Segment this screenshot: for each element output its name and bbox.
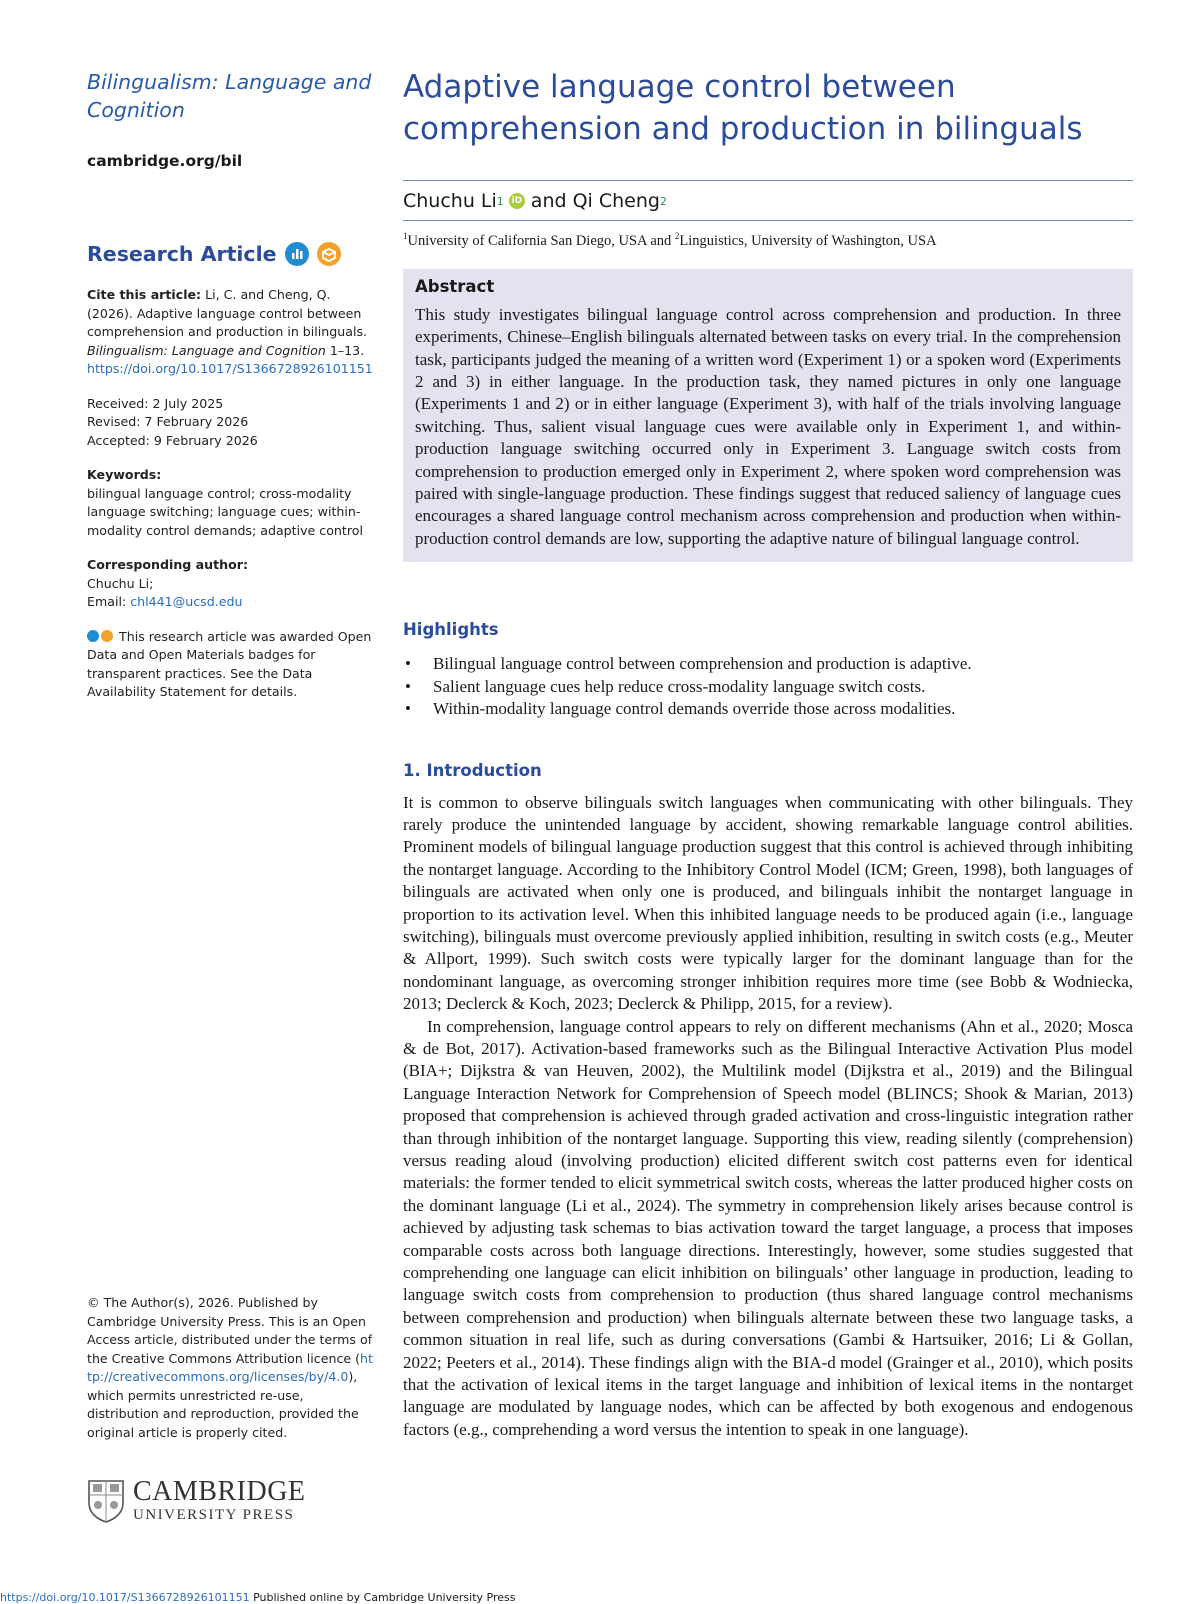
affiliation-2: Linguistics, University of Washington, USA xyxy=(679,232,937,249)
affil-2-sup: 2 xyxy=(674,231,680,241)
author-2-affil: 2 xyxy=(659,194,667,208)
introduction-body xyxy=(403,792,1133,1442)
open-data-small-icon xyxy=(87,630,99,642)
corresponding-author xyxy=(87,556,377,612)
cite-journal: Bilingualism: Language and Cognition xyxy=(87,342,326,358)
article-title: Adaptive language control between comprehension and production in bilinguals xyxy=(403,69,1083,147)
author-list xyxy=(403,181,1133,220)
highlight-item: • Salient language cues help reduce cross-modality language switch costs. xyxy=(403,676,1133,698)
email-label: Email: xyxy=(87,594,127,609)
author-1[interactable]: Chuchu Li xyxy=(403,190,497,212)
badges-statement xyxy=(87,628,377,702)
authors-rule xyxy=(403,220,1133,221)
footer-text: Published online by Cambridge University Press xyxy=(249,1591,516,1604)
keywords xyxy=(87,466,377,540)
copyright-text-2: ), which permits unrestricted re-use, distribution and reproduction, provided the original article is properly cited. xyxy=(87,1369,359,1440)
logo-line-1: CAMBRIDGE xyxy=(133,1476,306,1507)
open-materials-small-icon xyxy=(101,630,113,642)
email-link[interactable]: chl441@ucsd.edu xyxy=(130,594,243,609)
main-content xyxy=(403,66,1133,1441)
journal-url[interactable]: cambridge.org/bil xyxy=(87,152,243,170)
keywords-text: bilingual language control; cross-modality language switching; language cues; within-modality control demands; adaptive control xyxy=(87,485,363,538)
cite-doi-link[interactable]: https://doi.org/10.1017/S1366728926101151 xyxy=(87,361,373,376)
corresponding-name: Chuchu Li; xyxy=(87,575,154,591)
open-materials-badge-icon[interactable] xyxy=(317,242,341,266)
open-data-badge-icon[interactable] xyxy=(285,242,309,266)
affiliation-1: University of California San Diego, USA and xyxy=(407,232,675,249)
article-type-label: Research Article xyxy=(87,242,277,266)
copyright-notice xyxy=(87,1294,377,1442)
orcid-icon[interactable]: iD xyxy=(509,193,525,209)
journal-name: Bilingualism: Language and Cognition xyxy=(87,70,372,122)
highlights-list xyxy=(403,653,1133,720)
intro-paragraph-1: It is common to observe bilinguals switch languages when communicating with other bilinguals. They rarely produce the unintended language by accident, showing remarkable language control abilities. Prominent models of bilingual language production suggest that this control is achieved through inhibiting the nontarget language. According to the Inhibitory Control Model (ICM; Green, 1998), both languages of bilinguals are activated when only one is produced, and bilinguals inhibit the nontarget language in proportion to its activation level. When this inhibited language needs to be produced again (i.e., language switching), bilinguals must overcome previously applied inhibition, resulting in switch costs (e.g., Meuter & Allport, 1999). Such switch costs were typically larger for the dominant language than for the nondominant language, as overcoming stronger inhibition requires more time (see Bobb & Wodniecka, 2013; Declerck & Koch, 2023; Declerck & Philipp, 2015, for a review). xyxy=(403,792,1133,1014)
cite-this-article xyxy=(87,286,377,379)
highlights-heading: Highlights xyxy=(403,620,499,640)
footer-doi-link[interactable]: https://doi.org/10.1017/S1366728926101151 xyxy=(0,1591,250,1604)
cite-pages: 1–13. xyxy=(329,342,365,358)
cambridge-shield-icon xyxy=(87,1479,125,1523)
highlight-item: • Bilingual language control between comprehension and production is adaptive. xyxy=(403,653,1133,675)
affiliations xyxy=(403,231,1133,250)
cambridge-logo[interactable] xyxy=(87,1478,306,1524)
author-1-affil: 1 xyxy=(496,194,504,208)
date-received: Received: 2 July 2025 xyxy=(87,395,224,411)
affil-1-sup: 1 xyxy=(403,231,408,241)
article-dates xyxy=(87,395,377,451)
logo-line-2: UNIVERSITY PRESS xyxy=(133,1507,295,1523)
article-type-heading xyxy=(87,242,377,266)
keywords-label: Keywords: xyxy=(87,467,162,482)
copyright-text-1: © The Author(s), 2026. Published by Cambridge University Press. This is an Open Access article, distributed under the terms of the Creative Commons Attribution licence ( xyxy=(87,1295,373,1366)
awards-text: This research article was awarded Open Data and Open Materials badges for transparent practices. See the Data Availability Statement for details. xyxy=(87,628,372,699)
date-accepted: Accepted: 9 February 2026 xyxy=(87,432,258,448)
date-revised: Revised: 7 February 2026 xyxy=(87,414,249,429)
abstract-box xyxy=(403,269,1133,562)
introduction-heading: 1. Introduction xyxy=(403,760,542,780)
author-2[interactable]: and Qi Cheng xyxy=(530,190,660,212)
cite-text: Li, C. and Cheng, Q. (2026). Adaptive language control between comprehension and production in bilinguals. xyxy=(87,287,368,339)
abstract-text: This study investigates bilingual language control across comprehension and production. In three experiments, Chinese–English bilinguals alternated between tasks on every trial. In the comprehension task, participants judged the meaning of a written word (Experiment 1) or a spoken word (Experiments 2 and 3) in either language. In the production task, they named pictures in only one language (Experiments 1 and 2) or in either language (Experiment 3), with half of the trials involving language switching. Thus, salient visual language cues were available only in Experiment 1, and within-production language switching occurred only in Experiment 3. Language switch costs from comprehension to production emerged only in Experiment 2, where spoken word comprehension was paired with single-language production. These findings suggest that reduced saliency of language cues encourages a shared language control mechanism across comprehension and production when within-production control demands are low, supporting the adaptive nature of bilingual language control. xyxy=(415,304,1121,548)
cite-label: Cite this article: xyxy=(87,287,202,302)
corresponding-label: Corresponding author: xyxy=(87,557,249,572)
abstract-heading: Abstract xyxy=(415,276,495,296)
page-footer xyxy=(0,1591,515,1604)
sidebar xyxy=(87,68,377,702)
license-link[interactable]: http://creativecommons.org/licenses/by/4.0 xyxy=(87,1350,373,1384)
intro-paragraph-2: In comprehension, language control appears to rely on different mechanisms (Ahn et al., 2020; Mosca & de Bot, 2017). Activation-based frameworks such as the Bilingual Interactive Activation Plus model (BIA+; Dijkstra & van Heuven, 2002), the Multilink model (Dijkstra et al., 2019) and the Bilingual Language Interaction Network for Comprehension of Speech model (BLINCS; Shook & Marian, 2013) proposed that comprehension is achieved through graded activation and cross-linguistic integration rather than through inhibition of the nontarget language. Supporting this view, reading silently (comprehension) versus reading aloud (involving production) elicited different switch cost patterns even for identical materials: the former tended to elicit symmetrical switch costs, whereas the latter produced higher costs on the dominant language (Li et al., 2024). The symmetry in comprehension likely arises because control is achieved by adjusting task schemas to bias activation toward the target language, a process that imposes comparable costs across both language directions. Interestingly, however, some studies suggested that comprehending one language can elicit inhibition on bilinguals’ other language in production, leading to language switch costs from comprehension to production (thus shared language control mechanisms between comprehension and production) when bilinguals alternate between these two language tasks, a common situation in real life, such as during conversations (Gambi & Hartsuiker, 2016; Li & Gollan, 2022; Peeters et al., 2014). These findings align with the BIA-d model (Grainger et al., 2010), which posits that the activation of lexical items in the target language and inhibition of lexical items in the nontarget language are modulated by language nodes, which can be affected by both exogenous and endogenous factors (e.g., comprehending a word versus the intention to speak in one language). xyxy=(403,1016,1133,1439)
highlight-item: • Within-modality language control demands override those across modalities. xyxy=(403,698,1133,720)
